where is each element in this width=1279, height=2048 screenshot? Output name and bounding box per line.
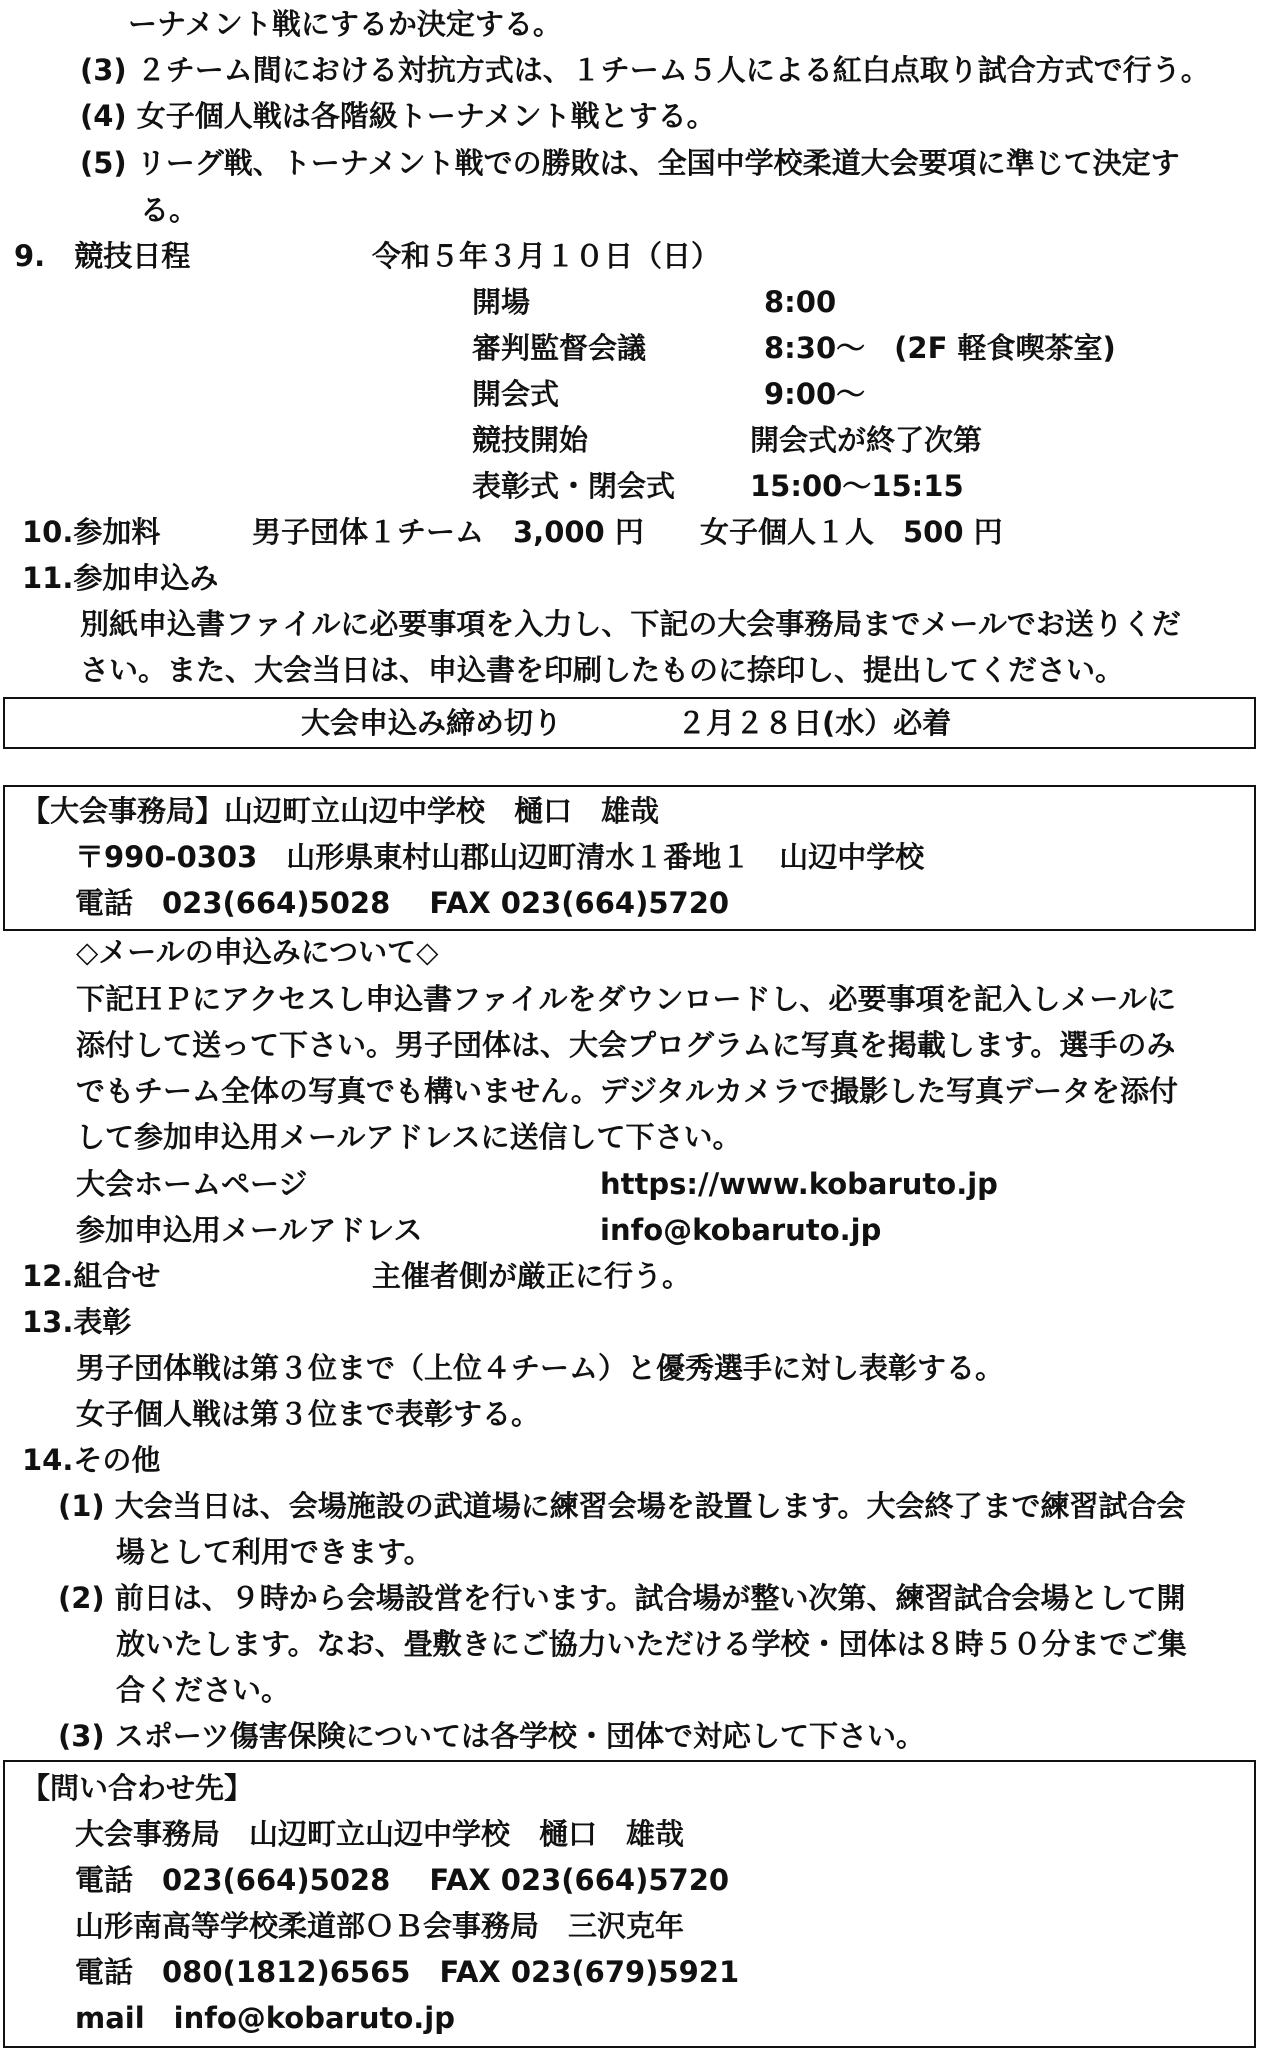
- contact-ob-office: 山形南高等学校柔道部ＯＢ会事務局 三沢克年: [75, 1909, 685, 1943]
- other-item-3: (3) スポーツ傷害保険については各学校・団体で対応して下さい。: [58, 1719, 926, 1753]
- schedule-time-start: 開会式が終了次第: [750, 423, 983, 457]
- schedule-label-open: 開場: [472, 285, 531, 319]
- schedule-date: 令和５年３月１０日（日）: [372, 239, 721, 273]
- rule-5-line-1: (5) リーグ戦、トーナメント戦での勝敗は、全国中学校柔道大会要項に準じて決定す: [80, 146, 1180, 180]
- apply-heading: 11.参加申込み: [22, 561, 219, 595]
- office-phone: 電話 023(664)5028 FAX 023(664)5720: [75, 886, 730, 920]
- contact-box: [3, 1760, 1256, 2048]
- office-title: 【大会事務局】山辺町立山辺中学校 樋口 雄哉: [21, 794, 660, 828]
- rule-5-line-2: る。: [140, 193, 199, 227]
- apply-paragraph-1: 別紙申込書ファイルに必要事項を入力し、下記の大会事務局までメールでお送りくだ: [80, 607, 1181, 641]
- schedule-time-meeting: 8:30～ (2F 軽食喫茶室): [764, 331, 1116, 365]
- fee-women: 女子個人１人 500 円: [700, 515, 1003, 549]
- contact-mail[interactable]: mail info@kobaruto.jp: [75, 2001, 456, 2035]
- mail-paragraph-1: 下記ＨＰにアクセスし申込書ファイルをダウンロードし、必要事項を記入しメールに: [76, 982, 1176, 1016]
- awards-women: 女子個人戦は第３位まで表彰する。: [76, 1397, 541, 1431]
- schedule-time-closing: 15:00～15:15: [750, 469, 964, 503]
- schedule-label-opening: 開会式: [472, 377, 560, 411]
- apply-paragraph-2: さい。また、大会当日は、申込書を印刷したものに捺印し、提出してください。: [80, 653, 1125, 687]
- mail-paragraph-3: でもチーム全体の写真でも構いません。デジタルカメラで撮影した写真データを添付: [76, 1074, 1179, 1108]
- schedule-label-meeting: 審判監督会議: [472, 331, 647, 365]
- rule-1-continuation: ーナメント戦にするか決定する。: [128, 7, 562, 41]
- fee-heading: 10.参加料: [22, 515, 161, 549]
- office-box: [3, 785, 1256, 931]
- schedule-label-start: 競技開始: [472, 423, 589, 457]
- contact-phone-2: 電話 080(1812)6565 FAX 023(679)5921: [75, 1955, 740, 1989]
- contact-office: 大会事務局 山辺町立山辺中学校 樋口 雄哉: [75, 1817, 685, 1851]
- deadline-box: [3, 697, 1256, 749]
- other-heading: 14.その他: [22, 1443, 161, 1477]
- awards-men: 男子団体戦は第３位まで（上位４チーム）と優秀選手に対し表彰する。: [76, 1351, 1005, 1385]
- schedule-time-opening: 9:00～: [764, 377, 866, 411]
- deadline-label: 大会申込み締め切り: [301, 706, 563, 740]
- mail-address-label: 参加申込用メールアドレス: [76, 1213, 423, 1247]
- mail-paragraph-4: して参加申込用メールアドレスに送信して下さい。: [76, 1120, 742, 1154]
- rule-3: (3) ２チーム間における対抗方式は、１チーム５人による紅白点取り試合方式で行う。: [80, 53, 1210, 87]
- contact-heading: 【問い合わせ先】: [21, 1771, 254, 1805]
- mail-heading: ◇メールの申込みについて◇: [76, 935, 439, 969]
- other-item-1-line-2: 場として利用できます。: [116, 1535, 433, 1569]
- other-item-2-line-1: (2) 前日は、９時から会場設営を行います。試合場が整い次第、練習試合会場として開: [58, 1581, 1186, 1615]
- schedule-heading: 9. 競技日程: [14, 239, 191, 273]
- other-item-2-line-2: 放いたします。なお、畳敷きにご協力いただける学校・団体は８時５０分までご集: [116, 1627, 1187, 1661]
- pairing-text: 主催者側が厳正に行う。: [372, 1259, 692, 1293]
- deadline-date: ２月２８日(水）必着: [677, 706, 952, 740]
- schedule-label-closing: 表彰式・閉会式: [472, 469, 676, 503]
- schedule-time-open: 8:00: [764, 285, 837, 319]
- awards-heading: 13.表彰: [22, 1305, 132, 1339]
- mail-address[interactable]: info@kobaruto.jp: [600, 1213, 882, 1247]
- contact-phone-1: 電話 023(664)5028 FAX 023(664)5720: [75, 1863, 730, 1897]
- office-address: 〒990-0303 山形県東村山郡山辺町清水１番地１ 山辺中学校: [75, 840, 925, 874]
- other-item-1-line-1: (1) 大会当日は、会場施設の武道場に練習会場を設置します。大会終了まで練習試合会: [58, 1489, 1186, 1523]
- homepage-label: 大会ホームページ: [76, 1167, 308, 1201]
- other-item-2-line-3: 合ください。: [116, 1673, 291, 1707]
- rule-4: (4) 女子個人戦は各階級トーナメント戦とする。: [80, 99, 716, 133]
- mail-paragraph-2: 添付して送って下さい。男子団体は、大会プログラムに写真を掲載します。選手のみ: [76, 1028, 1176, 1062]
- homepage-url[interactable]: https://www.kobaruto.jp: [600, 1167, 998, 1201]
- pairing-heading: 12.組合せ: [22, 1259, 161, 1293]
- fee-men: 男子団体１チーム 3,000 円: [252, 515, 644, 549]
